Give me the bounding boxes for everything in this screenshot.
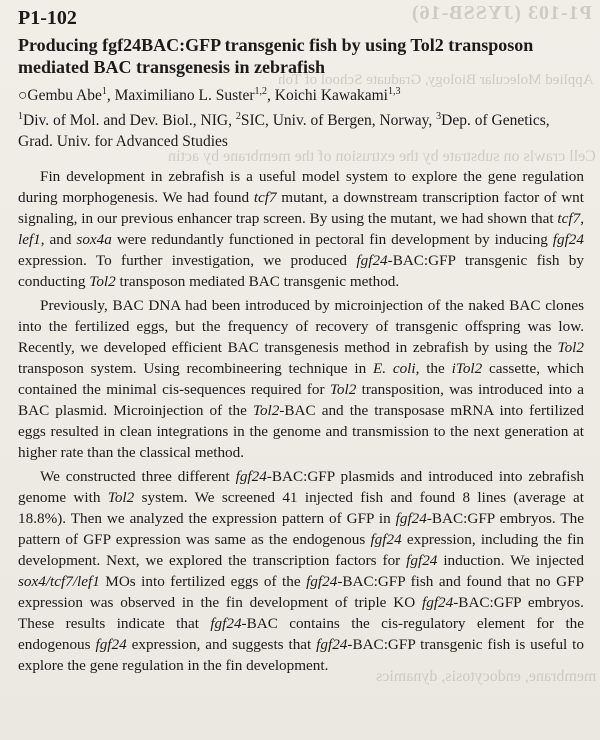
author-affil-sup: 1	[101, 85, 107, 97]
text-run: mutant, a downstream transcription factor of wnt signaling, in our previous enhancer trap screen. By using the mutant, we had shown that	[18, 189, 584, 227]
italic-term: lef1	[18, 231, 41, 248]
bleed-through-text: Applied Molecular Biology, Graduate School of Toh	[278, 72, 594, 88]
text-run: were redundantly functioned in pectoral fin development by inducing	[111, 231, 553, 248]
text-run: , the	[415, 360, 452, 377]
text-run: system. We screened 41 injected fish and found 8 lines (average at 18.8%). Then we analyzed the expression pattern of GFP in	[18, 489, 585, 527]
text-run: -BAC contains the cis-regulatory element for the endogenous	[18, 615, 584, 653]
text-run: induction. We injected	[437, 552, 585, 569]
text-run: transposon system. Using recombineering technique in	[18, 360, 373, 377]
italic-term: fgf24	[406, 552, 438, 569]
text-run: -BAC and the transposase mRNA into fertilized eggs resulted in clean integrations in the genome and transmission to the next generation at higher rate than the classical method.	[18, 402, 584, 461]
italic-term: iTol2	[451, 360, 483, 377]
text-run: , and	[40, 231, 77, 248]
author-name: Maximiliano L. Suster	[114, 87, 255, 104]
italic-term: fgf24	[210, 615, 242, 632]
text-run: -BAC:GFP plasmids and introduced into zebrafish genome with	[18, 468, 584, 506]
text-run: cassette, which contained the minimal cis-sequences required for	[18, 360, 584, 398]
abstract-paragraph	[18, 466, 584, 676]
text-run: MOs into fertilized eggs of the	[99, 573, 307, 590]
bleed-through-text: Cell crawls on substrate by the extrusion of the membrane by actin	[168, 148, 596, 165]
text-run: We constructed three different	[40, 468, 236, 485]
italic-term: tcf7	[253, 189, 277, 206]
text-run: expression. To further investigation, we produced	[18, 252, 357, 269]
italic-term: fgf24	[306, 573, 338, 590]
text-run: ,	[580, 210, 584, 227]
italic-term: fgf24	[316, 636, 348, 653]
text-run: expression, including the fin development. Next, we explored the transcription factors for	[18, 531, 585, 569]
affil-sup: 2	[235, 110, 241, 122]
italic-term: fgf24	[95, 636, 127, 653]
abstract-paragraph	[18, 295, 584, 463]
paper-id: P1-102	[18, 7, 77, 29]
author-affil-sup: 1,3	[387, 85, 401, 97]
italic-term: fgf24	[370, 531, 402, 548]
presenter-mark: ○	[18, 87, 28, 104]
text-run: -BAC:GFP embryos. These results indicate that	[18, 594, 584, 632]
paper-title: Producing fgf24BAC:GFP transgenic fish by using Tol2 transposon mediated BAC transgenesis in zebrafish	[18, 35, 534, 77]
italic-term: sox4/tcf7/lef1	[18, 573, 100, 590]
italic-term: Tol2	[107, 489, 135, 506]
italic-term: Tol2	[252, 402, 280, 419]
italic-term: Tol2	[557, 339, 584, 356]
italic-term: E. coli	[372, 360, 416, 377]
text-run: -BAC:GFP embryos. The pattern of GFP expression was same as the endogenous	[18, 510, 584, 548]
italic-term: fgf24	[552, 231, 584, 248]
affil-sup: 1	[18, 110, 23, 122]
italic-term: tcf7	[557, 210, 581, 227]
text-run: Previously, BAC DNA had been introduced by microinjection of the naked BAC clones into the fertilized eggs, but the frequency of recovery of transgenic offspring was low. Recently, we developed efficient BAC transgenesis method in zebrafish by using the	[18, 297, 584, 356]
text-run: Fin development in zebrafish is a useful model system to explore the gene regulation during morphogenesis. We had found	[18, 168, 584, 206]
abstract-paragraph	[18, 166, 584, 292]
affiliation: Dep. of Genetics, Grad. Univ. for Advanced Studies	[18, 112, 550, 150]
italic-term: fgf24	[356, 252, 388, 269]
affiliation: Div. of Mol. and Dev. Biol., NIG,	[23, 112, 236, 129]
author-name: Koichi Kawakami	[274, 87, 388, 104]
italic-term: sox4a	[76, 231, 112, 248]
italic-term: Tol2	[89, 273, 116, 290]
text-run: expression, and suggests that	[126, 636, 317, 653]
bleed-through-text: membrane, endocytosis, dynamics	[375, 668, 596, 685]
bleed-through-header: P1-103 (JYSSB-16)	[411, 2, 592, 24]
affil-sup: 3	[436, 110, 442, 122]
affiliations	[18, 110, 584, 152]
text-run: transposon mediated BAC transgenic method.	[115, 273, 400, 290]
italic-term: fgf24	[395, 510, 427, 527]
text-run: transposition, was introduced into a BAC plasmid. Microinjection of the	[18, 381, 584, 419]
abstract-content	[18, 4, 584, 679]
author-name: Gembu Abe	[27, 87, 102, 104]
italic-term: Tol2	[329, 381, 357, 398]
italic-term: fgf24	[235, 468, 267, 485]
text-run: -BAC:GFP transgenic fish by conducting	[18, 252, 584, 290]
affiliation: SIC, Univ. of Bergen, Norway,	[240, 112, 437, 129]
text-run: -BAC:GFP transgenic fish is useful to explore the gene regulation in the fin development.	[18, 636, 584, 674]
author-list: ○Gembu Abe$^1$, Maximiliano L. Suster$^{1,2}$, Koichi Kawakami$^{1,3}$	[18, 85, 401, 104]
text-run: -BAC:GFP fish and found that no GFP expression was observed in the fin development of triple KO	[18, 573, 584, 611]
italic-term: fgf24	[422, 594, 454, 611]
author-affil-sup: 1,2	[254, 85, 268, 97]
